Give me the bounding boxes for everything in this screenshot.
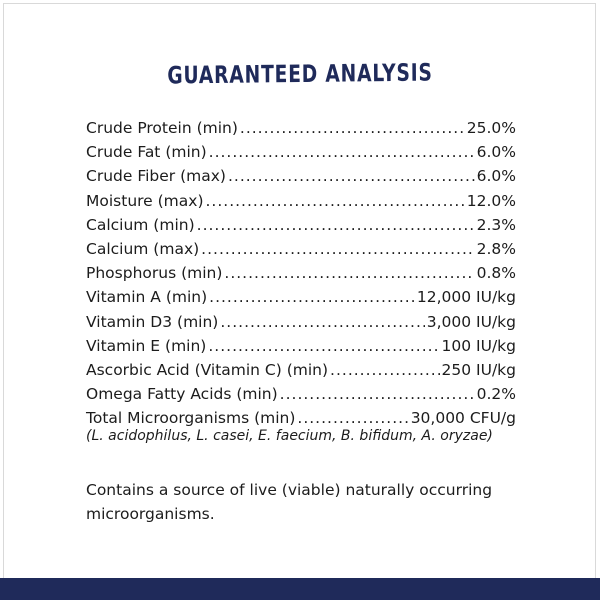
row-value: 12.0% <box>466 191 516 210</box>
dot-leader <box>208 334 439 358</box>
row-label: Calcium (min) <box>86 215 195 234</box>
row-value: 0.8% <box>476 264 516 283</box>
analysis-row <box>86 213 516 237</box>
row-label: Vitamin E (min) <box>86 336 207 355</box>
analysis-row <box>86 237 516 261</box>
dot-leader <box>280 382 475 406</box>
dot-leader <box>220 310 424 334</box>
row-label: Vitamin D3 (min) <box>86 312 219 331</box>
analysis-row <box>86 116 516 140</box>
row-label: Moisture (max) <box>86 191 204 210</box>
dot-leader <box>240 116 465 140</box>
live-microorganisms-statement: Contains a source of live (viable) naturally occurring microorganisms. <box>86 481 493 523</box>
dot-leader <box>201 237 474 261</box>
row-value: 12,000 IU/kg <box>416 288 516 307</box>
row-value: 100 IU/kg <box>441 336 516 355</box>
analysis-row <box>86 164 516 188</box>
dot-leader <box>197 213 475 237</box>
analysis-row <box>86 334 516 358</box>
row-value: 6.0% <box>476 167 516 186</box>
row-value: 30,000 CFU/g <box>410 409 516 428</box>
row-label: Total Microorganisms (min) <box>86 409 296 428</box>
analysis-row <box>86 140 516 164</box>
row-value: 3,000 IU/kg <box>426 312 516 331</box>
row-label: Crude Protein (min) <box>86 119 238 137</box>
row-label: Omega Fatty Acids (min) <box>86 385 278 404</box>
row-label: Ascorbic Acid (Vitamin C) (min) <box>86 360 329 379</box>
row-value: 2.3% <box>476 215 516 234</box>
analysis-row <box>86 406 516 430</box>
row-label: Crude Fat (min) <box>86 143 207 162</box>
row-value: 6.0% <box>476 143 516 162</box>
row-label: Phosphorus (min) <box>86 264 223 283</box>
dot-leader <box>330 358 439 382</box>
row-label: Calcium (max) <box>86 239 200 258</box>
bottom-brand-bar <box>0 578 600 600</box>
analysis-row <box>86 358 516 382</box>
row-value: 250 IU/kg <box>441 360 516 379</box>
analysis-row <box>86 382 516 406</box>
dot-leader <box>297 406 408 430</box>
dot-leader <box>206 189 465 213</box>
dot-leader <box>228 164 475 188</box>
analysis-row <box>86 310 516 334</box>
page-title: GUARANTEED ANALYSIS <box>167 58 433 90</box>
analysis-list <box>86 116 516 430</box>
microorganism-note: (L. acidophilus, L. casei, E. faecium, B. bifidum, A. oryzae) <box>86 428 493 444</box>
analysis-row <box>86 285 516 309</box>
dot-leader <box>224 261 474 285</box>
analysis-row <box>86 261 516 285</box>
row-label: Vitamin A (min) <box>86 288 208 307</box>
dot-leader <box>209 285 415 309</box>
dot-leader <box>209 140 475 164</box>
row-value: 2.8% <box>476 239 516 258</box>
row-label: Crude Fiber (max) <box>86 167 226 186</box>
row-value: 25.0% <box>466 119 516 137</box>
analysis-row <box>86 189 516 213</box>
row-value: 0.2% <box>476 385 516 404</box>
